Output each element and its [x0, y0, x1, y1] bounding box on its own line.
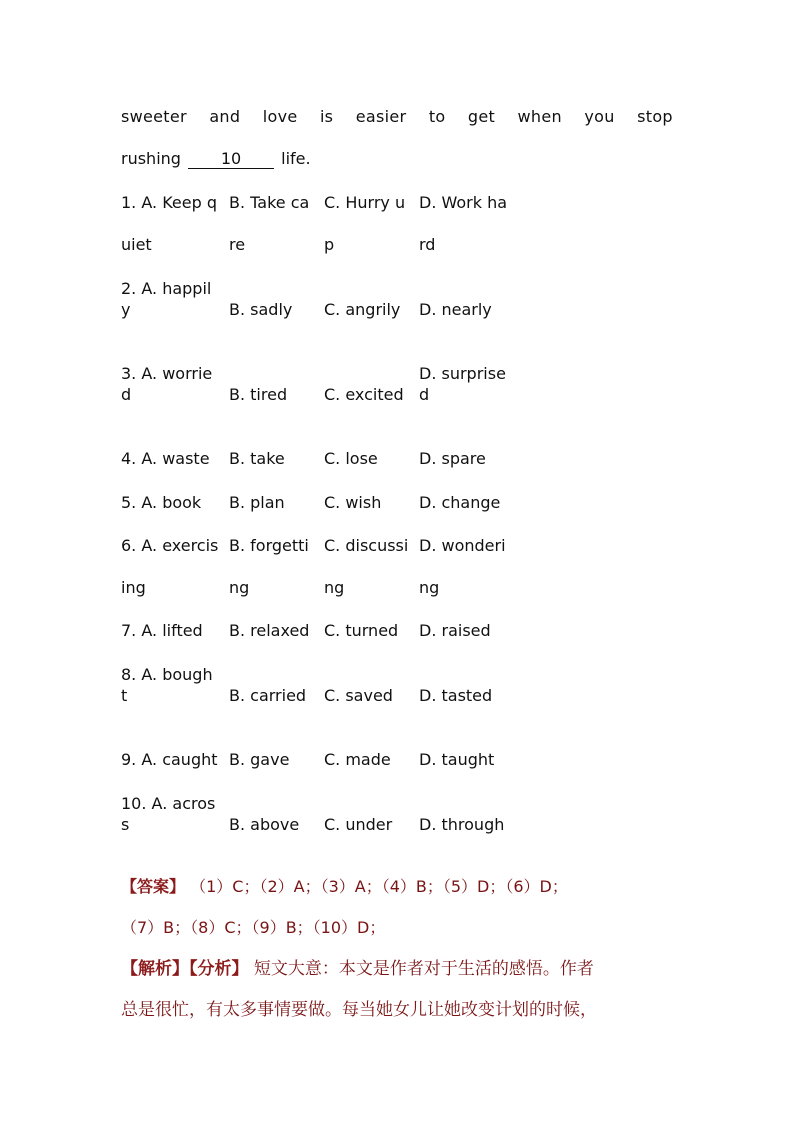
- option-a: [121, 535, 229, 598]
- option-text: B. tired: [229, 385, 288, 404]
- option-d: [419, 749, 534, 770]
- option-c: [324, 749, 419, 770]
- passage-word: sweeter: [121, 107, 187, 126]
- option-d: [419, 492, 534, 513]
- option-a: [121, 793, 229, 835]
- option-text: t: [121, 686, 128, 705]
- passage-word: you: [584, 107, 615, 126]
- answer-line-2: [121, 917, 691, 939]
- option-text: C. under: [324, 815, 393, 834]
- option-text: B. relaxed: [229, 621, 310, 640]
- option-text: d: [419, 385, 430, 404]
- option-text: C. made: [324, 750, 391, 769]
- question-1: [121, 192, 541, 276]
- question-8: [121, 664, 541, 748]
- option-b: [229, 299, 324, 320]
- option-text: rd: [419, 235, 436, 254]
- option-d: [419, 620, 534, 641]
- passage-word: to: [428, 107, 446, 126]
- analysis-line-1: [121, 958, 691, 980]
- option-a: [121, 492, 229, 513]
- answer-line-1: [121, 876, 691, 898]
- passage-word: is: [319, 107, 334, 126]
- option-text: B. gave: [229, 750, 290, 769]
- option-b: [229, 448, 324, 469]
- option-text: ing: [121, 578, 146, 597]
- passage-word: love: [262, 107, 298, 126]
- passage-word: get: [467, 107, 496, 126]
- question-2: [121, 278, 541, 362]
- option-d: [419, 814, 534, 835]
- option-text: A. book: [141, 493, 202, 512]
- question-number: 4.: [121, 449, 137, 468]
- option-text: C. discussi: [324, 536, 409, 555]
- option-a: [121, 664, 229, 706]
- option-text: B. above: [229, 815, 300, 834]
- question-number: 9.: [121, 750, 137, 769]
- option-text: A. worrie: [141, 364, 213, 383]
- question-number: 6.: [121, 536, 137, 555]
- option-text: C. saved: [324, 686, 393, 705]
- option-text: D. spare: [419, 449, 486, 468]
- option-b: [229, 749, 324, 770]
- option-c: [324, 620, 419, 641]
- passage-word: when: [517, 107, 562, 126]
- option-text: A. lifted: [141, 621, 203, 640]
- option-a: [121, 448, 229, 469]
- analysis-text: 总是很忙，有太多事情要做。每当她女儿让她改变计划的时候，: [121, 1000, 597, 1020]
- question-4: [121, 448, 541, 472]
- option-text: ng: [324, 578, 345, 597]
- analysis-line-2: [121, 999, 691, 1021]
- option-d: [419, 685, 534, 706]
- answer-text: （7）B；（8）C；（9）B；（10）D；: [121, 918, 386, 937]
- question-number: 1.: [121, 193, 137, 212]
- option-b: [229, 492, 324, 513]
- option-text: C. angrily: [324, 300, 401, 319]
- blank-10: 10: [188, 150, 274, 169]
- option-text: C. wish: [324, 493, 382, 512]
- option-b: [229, 535, 324, 598]
- option-text: D. Work ha: [419, 193, 508, 212]
- option-text: D. wonderi: [419, 536, 506, 555]
- option-d: [419, 363, 534, 405]
- option-c: [324, 492, 419, 513]
- option-text: A. acros: [151, 794, 216, 813]
- option-text: B. take: [229, 449, 285, 468]
- option-text: B. carried: [229, 686, 307, 705]
- option-text: A. caught: [141, 750, 218, 769]
- option-text: A. waste: [141, 449, 210, 468]
- option-text: D. taught: [419, 750, 495, 769]
- question-number: 7.: [121, 621, 137, 640]
- option-text: ng: [229, 578, 250, 597]
- option-text: D. nearly: [419, 300, 492, 319]
- option-c: [324, 535, 419, 598]
- option-a: [121, 363, 229, 405]
- question-10: [121, 793, 541, 877]
- option-b: [229, 685, 324, 706]
- option-text: C. lose: [324, 449, 378, 468]
- option-text: A. bough: [141, 665, 213, 684]
- option-c: [324, 299, 419, 320]
- option-d: [419, 299, 534, 320]
- answer-tag: 【答案】: [121, 877, 186, 896]
- passage-word: easier: [355, 107, 407, 126]
- passage-word: and: [209, 107, 241, 126]
- analysis-tag: 【解析】【分析】: [121, 959, 249, 979]
- option-a: [121, 192, 229, 255]
- option-text: A. happil: [141, 279, 212, 298]
- option-text: D. change: [419, 493, 501, 512]
- option-text: C. turned: [324, 621, 399, 640]
- question-number: 3.: [121, 364, 137, 383]
- option-text: C. Hurry u: [324, 193, 406, 212]
- option-text: A. Keep q: [141, 193, 217, 212]
- option-a: [121, 278, 229, 320]
- question-7: [121, 620, 541, 644]
- option-text: D. through: [419, 815, 505, 834]
- option-text: s: [121, 815, 130, 834]
- option-text: y: [121, 300, 131, 319]
- option-text: D. surprise: [419, 364, 506, 383]
- option-c: [324, 384, 419, 405]
- question-6: [121, 535, 541, 619]
- option-d: [419, 192, 534, 255]
- option-d: [419, 535, 534, 598]
- option-a: [121, 749, 229, 770]
- passage-word: stop: [637, 107, 673, 126]
- option-text: B. Take ca: [229, 193, 310, 212]
- option-text: D. raised: [419, 621, 491, 640]
- option-c: [324, 814, 419, 835]
- question-number: 2.: [121, 279, 137, 298]
- option-b: [229, 814, 324, 835]
- answer-text: （1）C；（2）A；（3）A；（4）B；（5）D；（6）D；: [190, 877, 568, 896]
- option-b: [229, 384, 324, 405]
- question-5: [121, 492, 541, 516]
- passage-line-2: [121, 149, 311, 169]
- option-text: uiet: [121, 235, 152, 254]
- question-number: 10.: [121, 794, 147, 813]
- option-a: [121, 620, 229, 641]
- option-text: C. excited: [324, 385, 404, 404]
- passage-line-1: [121, 107, 673, 126]
- option-d: [419, 448, 534, 469]
- option-c: [324, 685, 419, 706]
- option-c: [324, 448, 419, 469]
- option-text: re: [229, 235, 246, 254]
- option-text: A. exercis: [141, 536, 219, 555]
- option-b: [229, 620, 324, 641]
- question-9: [121, 749, 541, 773]
- option-b: [229, 192, 324, 255]
- option-c: [324, 192, 419, 255]
- option-text: B. sadly: [229, 300, 293, 319]
- option-text: p: [324, 235, 335, 254]
- option-text: B. forgetti: [229, 536, 309, 555]
- question-number: 5.: [121, 493, 137, 512]
- option-text: B. plan: [229, 493, 285, 512]
- analysis-text: 短文大意：本文是作者对于生活的感悟。作者: [253, 959, 594, 979]
- option-text: ng: [419, 578, 440, 597]
- passage-text: life.: [281, 149, 311, 168]
- passage-text: rushing: [121, 149, 181, 168]
- question-number: 8.: [121, 665, 137, 684]
- question-3: [121, 363, 541, 447]
- option-text: d: [121, 385, 132, 404]
- option-text: D. tasted: [419, 686, 493, 705]
